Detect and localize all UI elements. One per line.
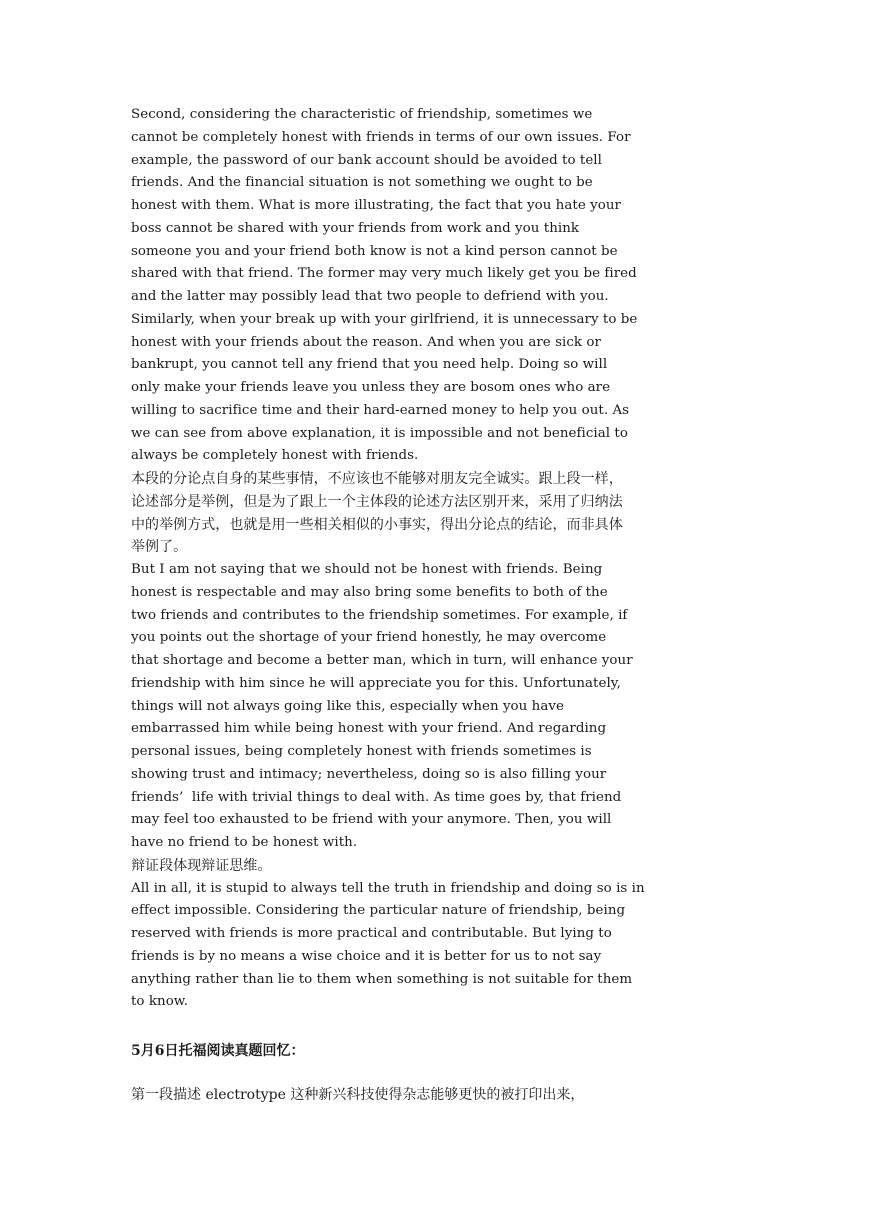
commentary-body-2: [131, 468, 851, 559]
text-line: personal issues, being completely honest with friends sometimes is: [131, 744, 592, 759]
text-line: someone you and your friend both know is not a kind person cannot be: [131, 243, 618, 259]
text-line: reserved with friends is more practical and contributable. But lying to: [131, 926, 612, 941]
section-heading: 5月6日托福阅读真题回忆：: [131, 1043, 305, 1059]
essay-paragraph-dialectic: [131, 559, 851, 855]
document-body: [131, 104, 851, 1014]
text-line: friends. And the financial situation is not something we ought to be: [131, 175, 593, 191]
text-line: 本段的分论点自身的某些事情，不应该也不能够对朋友完全诚实。跟上段一样，: [131, 471, 623, 487]
text-line: that shortage and become a better man, which in turn, will enhance your: [131, 653, 633, 668]
text-line: friendship with him since he will appreciate you for this. Unfortunately,: [131, 675, 621, 691]
essay-paragraph-conclusion: [131, 878, 851, 1015]
text-line: we can see from above explanation, it is impossible and not beneficial to: [131, 425, 628, 441]
text-line: friends’ life with trivial things to deal with. As time goes by, that friend: [131, 789, 622, 805]
text-line: always be completely honest with friends.: [131, 448, 419, 464]
text-line: Similarly, when your break up with your girlfriend, it is unnecessary to be: [131, 311, 638, 327]
text-line: honest with your friends about the reason. And when you are sick or: [131, 334, 601, 350]
text-line: have no friend to be honest with.: [131, 835, 358, 850]
text-line: willing to sacrifice time and their hard-earned money to help you out. As: [131, 402, 630, 418]
text-line: 中的举例方式，也就是用一些相关相似的小事实，得出分论点的结论，而非具体: [131, 516, 623, 533]
text-line: two friends and contributes to the friendship sometimes. For example, if: [131, 607, 628, 623]
text-line: friends is by no means a wise choice and it is better for us to not say: [131, 948, 602, 964]
text-line: showing trust and intimacy; nevertheless, doing so is also filling your: [131, 766, 607, 782]
text-line: may feel too exhausted to be friend with your anymore. Then, you will: [131, 812, 612, 828]
text-line: only make your friends leave you unless they are bosom ones who are: [131, 380, 611, 395]
text-line: and the latter may possibly lead that two people to defriend with you.: [131, 289, 609, 304]
text-line: embarrassed him while being honest with your friend. And regarding: [131, 721, 607, 737]
text-line: honest is respectable and may also bring some benefits to both of the: [131, 584, 608, 600]
text-line: things will not always going like this, especially when you have: [131, 698, 564, 714]
essay-paragraph-body-2: [131, 104, 851, 468]
text-line: boss cannot be shared with your friends from work and you think: [131, 220, 580, 236]
text-line: you points out the shortage of your friend honestly, he may overcome: [131, 630, 607, 646]
text-line: bankrupt, you cannot tell any friend that you need help. Doing so will: [131, 357, 608, 373]
text-line: Second, considering the characteristic of friendship, sometimes we: [131, 107, 593, 122]
text-line: example, the password of our bank account should be avoided to tell: [131, 152, 602, 168]
text-line: All in all, it is stupid to always tell the truth in friendship and doing so is in: [131, 880, 645, 896]
text-line: to know.: [131, 994, 189, 1010]
text-line: 辩证段体现辩证思维。: [131, 857, 272, 874]
text-line: But I am not saying that we should not be honest with friends. Being: [131, 562, 603, 577]
text-line: cannot be completely honest with friends in terms of our own issues. For: [131, 129, 631, 145]
text-line: 论述部分是举例，但是为了跟上一个主体段的论述方法区别开来，采用了归纳法: [131, 493, 623, 510]
text-line: effect impossible. Considering the particular nature of friendship, being: [131, 903, 626, 919]
text-line: 举例了。: [131, 539, 188, 556]
commentary-dialectic: [131, 855, 851, 878]
text-line: shared with that friend. The former may very much likely get you be fired: [131, 266, 637, 282]
text-line: anything rather than lie to them when something is not suitable for them: [131, 971, 633, 987]
closing-line: 第一段描述 electrotype 这种新兴科技使得杂志能够更快的被打印出来，: [131, 1087, 585, 1103]
text-line: honest with them. What is more illustrating, the fact that you hate your: [131, 198, 621, 213]
